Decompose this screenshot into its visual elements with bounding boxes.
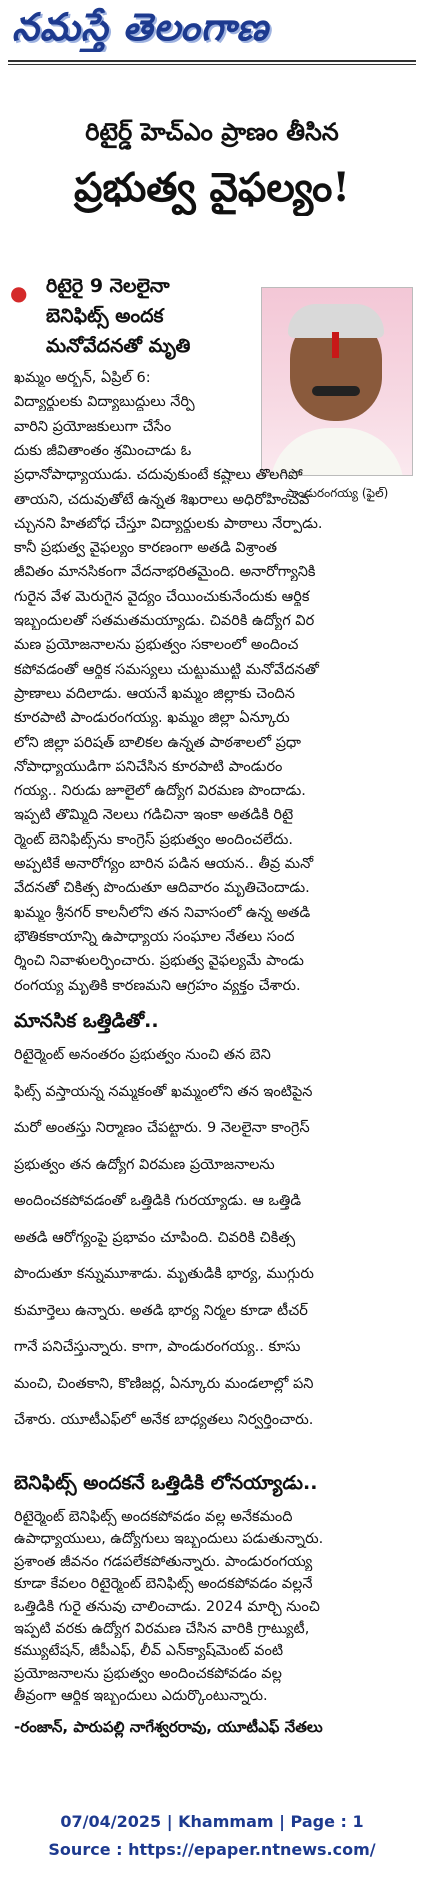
portrait-mustache [312,386,360,396]
article-text-line: నోపాధ్యాయుడిగా పనిచేసిన కూరపాటి పాండురం [14,758,283,775]
article-text-line: కూరపాటి పాండురంగయ్య. ఖమ్మం జిల్లా ఏన్కూరు [14,710,290,727]
subhead-line: రిటైరై 9 నెలలైనా [46,275,170,297]
article-text-line: వారిని ప్రయోజకులుగా చేసేం [14,418,172,435]
article-text-line: రిటైర్మెంట్ బెనిఫిట్స్ అందకపోవడం వల్ల అనేకమంది [14,1509,293,1525]
article-byline: -రంజాన్, పారుపల్లి నాగేశ్వరరావు, యూటీఎఫ్ నేతలు [14,1718,323,1736]
article-text-line: ఇబ్బందులతో సతమతమయ్యాడు. చివరికి ఉద్యోగ విర [14,613,315,629]
photo-caption: పాండురంగయ్య (ఫైల్) [285,486,389,500]
article-text-line: చ్చునని హితబోధ చేస్తూ విద్యార్థులకు పాఠాలు నేర్పాడు. [14,515,323,532]
article-text-line: ఒత్తిడికి గురై తనువు చాలించాడు. 2024 మార్చి నుంచి [14,1598,320,1615]
article-text-line: అతడి ఆరోగ్యంపై ప్రభావం చూపింది. చివరికి చికిత్స [14,1229,296,1246]
article-text-line: జీవితం మానసికంగా వేదనాభరితమైంది. అనారోగ్యానికి [14,564,316,581]
article-text-line: తాయని, చదువుతోటే ఉన్నత శిఖరాలు అధిరోహించవ [14,491,310,508]
article-text-line: వేదనతో చికిత్స పొందుతూ ఆదివారం మృతిచెందాడు. [14,880,310,897]
article-text-line: విద్యార్థులకు విద్యాబుద్ధులు నేర్పి [14,394,195,411]
article-text-line: గురైన వేళ మెరుగైన వైద్యం చేయించుకునేందుకు ఆర్థిక [14,588,310,605]
portrait-tilak [332,332,339,358]
masthead [0,0,424,56]
masthead-divider-thin [8,64,416,65]
article-text-line: కమ్యుటేషన్, జీపీఎఫ్, లీవ్ ఎన్‌క్యాష్‌మెంట్ వంటి [14,1643,284,1660]
portrait-photo [261,287,413,476]
subhead-line: బెనిఫిట్స్ అందక [46,305,164,327]
bullet-icon: ● [10,281,28,305]
article-text-line: మణ ప్రయోజనాలను ప్రభుత్వం సకాలంలో అందించ [14,637,299,654]
article-headline: ప్రభుత్వ వైఫల్యం! [74,164,350,211]
section-heading: మానసిక ఒత్తిడితో.. [14,1010,159,1032]
subhead-line: మనోవేదనతో మృతి [46,335,191,357]
article-text-line: దుకు జీవితాంతం శ్రమించాడు ఓ [14,442,192,459]
newspaper-logo: నమస్తే తెలంగాణ [12,4,269,49]
footer-date-edition: 07/04/2025 | Khammam | Page : 1 [60,1812,364,1831]
article-text-line: రంగయ్య మృతికి కారణమని ఆగ్రహం వ్యక్తం చేశారు. [14,977,301,994]
article-text-line: ఉపాధ్యాయులు, ఉద్యోగులు ఇబ్బందులు పడుతున్నారు. [14,1531,324,1548]
article-text-line: మరో అంతస్తు నిర్మాణం చేపట్టారు. 9 నెలలైనా కాంగ్రెస్ [14,1120,310,1136]
article-text-line: అందించకపోవడంతో ఒత్తిడికి గురయ్యాడు. ఆ ఒత్తిడి [14,1193,302,1209]
article-kicker: రిటైర్డ్ హెచ్ఎం ప్రాణం తీసిన [85,118,339,146]
article-text-line: ప్రశాంత జీవనం గడపలేకపోతున్నారు. పాండురంగయ్య [14,1553,313,1570]
article-text-line: మంచి, చింతకాని, కొణిజర్ల, ఏన్కూరు మండలాల్లో పని [14,1375,314,1392]
article-text-line: పొందుతూ కన్నుమూశాడు. మృతుడికి భార్య, ముగ్గురు [14,1266,314,1282]
article-text-line: గానే పనిచేస్తున్నారు. కాగా, పాండురంగయ్య.. కూసు [14,1339,301,1355]
article-text-line: కానీ ప్రభుత్వ వైఫల్యం కారణంగా అతడి విశ్రాంత [14,540,278,557]
article-text-line: ర్శించి నివాళులర్పించారు. ప్రభుత్వ వైఫల్యమే పాండు [14,953,304,970]
article-text-line: తీవ్రంగా ఆర్థిక ఇబ్బందులు ఎదుర్కొంటున్నారు. [14,1688,268,1705]
article-text-line: ఫిట్స్ వస్తాయన్న నమ్మకంతో ఖమ్మంలోని తన ఇంటిపైన [14,1083,313,1100]
article-text-line: రిటైర్మెంట్ అనంతరం ప్రభుత్వం నుంచి తన బెని [14,1047,271,1063]
article-text-line: ప్రధానోపాధ్యాయుడు. చదువుకుంటే కష్టాలు తొలగిపో [14,467,303,484]
article-text-line: ఇప్పటి తొమ్మిది నెలలు గడిచినా ఇంకా అతడికి రిటై [14,807,294,824]
masthead-divider [8,60,416,62]
article-text-line: ప్రభుత్వం తన ఉద్యోగ విరమణ ప్రయోజనాలను [14,1156,275,1173]
article-text-line: ప్రయోజనాలను ప్రభుత్వం అందించకపోవడం వల్ల [14,1665,282,1682]
section-heading: బెనిఫిట్స్ అందకనే ఒత్తిడికి లోనయ్యాడు.. [14,1472,318,1494]
article-text-line: ఖమ్మం శ్రీనగర్ కాలనీలోని తన నివాసంలో ఉన్న అతడి [14,904,311,921]
article-text-line: కుమార్తెలు ఉన్నారు. అతడి భార్య నిర్మల కూడా టీచర్ [14,1302,308,1319]
article-text-line: ప్రాణాలు వదిలాడు. ఆయనే ఖమ్మం జిల్లాకు చెందిన [14,685,295,702]
article-text-line: లోని జిల్లా పరిషత్ బాలికల ఉన్నత పాఠశాలలో ప్రధా [14,734,301,751]
footer-source: Source : https://epaper.ntnews.com/ [48,1840,376,1859]
article-text-line: చేశారు. యూటీఎఫ్‌లో అనేక బాధ్యతలు నిర్వర్తించారు. [14,1412,314,1428]
article-text-line: భౌతికకాయాన్ని ఉపాధ్యాయ సంఘాల నేతలు సంద [14,928,295,945]
article-text-line: కూడా కేవలం రిటైర్మెంట్ బెనిఫిట్స్ అందకపోవడం వల్లనే [14,1576,313,1593]
article-text-line: గయ్య.. నిరుడు జూలైలో ఉద్యోగ విరమణ పొందాడు. [14,783,306,800]
article-text-line: ర్మెంట్ బెనిఫిట్స్‌ను కాంగ్రెస్ ప్రభుత్వం అందించలేదు. [14,831,293,848]
article-text-line: ఖమ్మం అర్బన్, ఏప్రిల్ 6: [14,370,151,386]
article-text-line: ఇప్పటి వరకు ఉద్యోగ విరమణ చేసిన వారికి గ్రాట్యుటీ, [14,1621,310,1637]
article-text-line: కపోవడంతో ఆర్థిక సమస్యలు చుట్టుముట్టి మనోవేదనతో [14,661,319,678]
article-text-line: అప్పటికే అనారోగ్యం బారిన పడిన ఆయన.. తీవ్ర మనో [14,856,314,872]
